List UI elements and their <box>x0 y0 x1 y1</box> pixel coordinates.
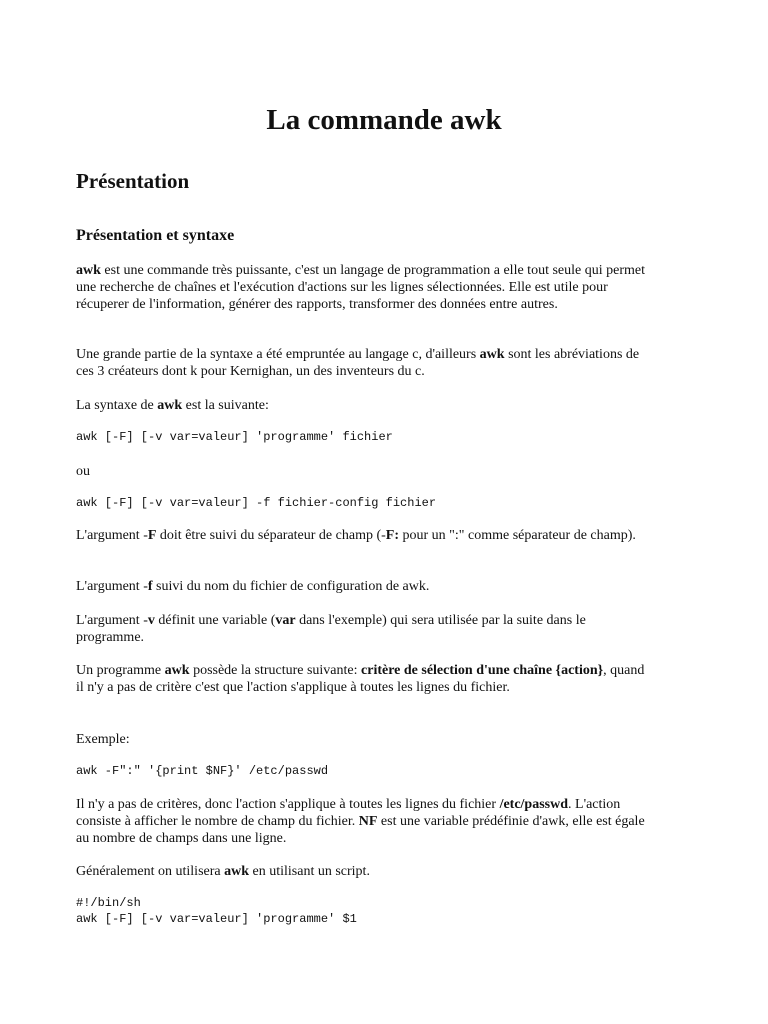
bold-text: var <box>275 613 296 628</box>
code-line: awk [-F] [-v var=valeur] -f fichier-config fichier <box>76 496 437 510</box>
text: doit être suivi du séparateur de champ (- <box>156 528 386 543</box>
paragraph-arg-f <box>76 578 646 595</box>
text: possède la structure suivante: <box>189 663 362 678</box>
paragraph-syntax <box>76 397 646 414</box>
text: . L'action consiste à afficher le nombre de champ du fichier. <box>76 797 621 829</box>
code-line: #!/bin/sh <box>76 896 141 910</box>
code-line: awk [-F] [-v var=valeur] 'programme' fichier <box>76 430 393 444</box>
text: est une variable prédéfinie d'awk, elle est égale au nombre de champs dans une ligne. <box>76 814 645 846</box>
bold-text: NF <box>358 814 378 829</box>
bold-text: awk <box>76 263 101 278</box>
text: sont les abréviations de ces 3 créateurs dont k pour Kernighan, un des inventeurs du c. <box>76 347 640 379</box>
code-line: awk [-F] [-v var=valeur] 'programme' $1 <box>76 912 357 926</box>
text: définit une variable ( <box>154 613 276 628</box>
text: Un programme <box>76 663 165 678</box>
bold-text: f <box>147 579 153 594</box>
paragraph-explanation <box>76 796 646 847</box>
text: Généralement on utilisera <box>76 864 225 879</box>
paragraph-arg-v <box>76 612 646 646</box>
text: en utilisant un script. <box>249 864 370 879</box>
text: L'argument - <box>76 613 148 628</box>
text: pour un ":" comme séparateur de champ). <box>399 528 636 543</box>
bold-text: awk <box>224 864 250 879</box>
paragraph-arg-F <box>76 527 646 544</box>
paragraph-history <box>76 346 646 380</box>
text: L'argument - <box>76 579 148 594</box>
text: dans l'exemple) qui sera utilisée par la suite dans le programme. <box>76 613 586 645</box>
bold-text: F <box>147 528 157 543</box>
paragraph-script <box>76 863 646 880</box>
text: est une commande très puissante, c'est un langage de programmation a elle tout seule qui permet une recherche de chaînes et l'exécution d'actions sur les lignes sélectionnées. Elle est utile pour récuperer de l'information, générer des rapports, transformer des données entre autres. <box>76 263 645 312</box>
text: Une grande partie de la syntaxe a été empruntée au langage c, d'ailleurs <box>76 347 480 362</box>
page-title: La commande awk <box>266 104 502 136</box>
text: suivi du nom du fichier de configuration de awk. <box>152 579 430 594</box>
subsection-heading: Présentation et syntaxe <box>76 227 235 244</box>
code-line: awk -F":" '{print $NF}' /etc/passwd <box>76 764 329 778</box>
text: La syntaxe de <box>76 398 158 413</box>
text: Il n'y a pas de critères, donc l'action s'applique à toutes les lignes du fichier <box>76 797 500 812</box>
text: est la suivante: <box>182 398 269 413</box>
bold-text: awk <box>164 663 190 678</box>
code-block <box>76 895 357 927</box>
bold-text: awk <box>479 347 505 362</box>
bold-text: F: <box>385 528 399 543</box>
bold-text: critère de sélection d'une chaîne {action} <box>361 663 604 678</box>
bold-text: v <box>147 613 155 628</box>
paragraph-or: ou <box>76 464 90 479</box>
text: , quand il n'y a pas de critère c'est que l'action s'applique à toutes les lignes du fichier. <box>76 663 645 695</box>
paragraph-structure <box>76 662 646 696</box>
section-heading: Présentation <box>76 169 190 193</box>
bold-text: /etc/passwd <box>499 797 569 812</box>
paragraph-intro <box>76 262 646 313</box>
text: L'argument - <box>76 528 148 543</box>
paragraph-example-label: Exemple: <box>76 732 130 747</box>
bold-text: awk <box>157 398 183 413</box>
